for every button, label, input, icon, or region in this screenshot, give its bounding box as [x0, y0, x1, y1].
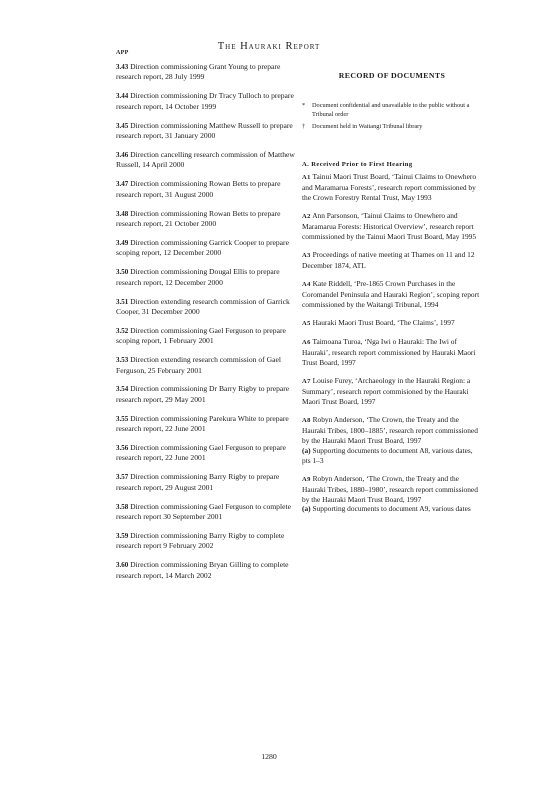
document-text: Robyn Anderson, ‘The Crown, the Treaty and the Hauraki Tribes, 1800–1885’, research report commissioned by the Hauraki Maori Trust Board, 1997 [302, 415, 478, 445]
entry-number: 3.43 [116, 63, 129, 71]
entry-text: Direction commissioning Gael Ferguson to prepare research report, 22 June 2001 [116, 443, 286, 463]
direction-entry [116, 443, 296, 464]
entry-text: Direction commissioning Grant Young to prepare research report, 28 July 1999 [116, 62, 281, 82]
section-label: APP [116, 50, 129, 56]
entry-text: Direction extending research commission of Gael Ferguson, 25 February 2001 [116, 355, 281, 375]
running-head: The Hauraki Report [217, 41, 321, 52]
entry-number: 3.60 [116, 561, 129, 570]
section-heading: A. Received Prior to First Hearing [302, 161, 413, 169]
legend-note [302, 102, 482, 120]
document-text: Ann Parsonson, ‘Tainui Claims to Onewhero and Maramarua Forests: Historical Overview’, research report commissioned by the Tainui Maori Trust Board, May 1995 [302, 211, 477, 242]
document-number: A6 [302, 339, 311, 347]
entry-number: 3.47 [116, 180, 129, 189]
directions-column [116, 62, 296, 590]
direction-entry [116, 560, 296, 581]
documents-list [302, 172, 482, 514]
entry-number: 3.49 [116, 238, 129, 247]
entry-number: 3.50 [116, 268, 129, 277]
entry-number: 3.57 [116, 473, 129, 482]
entry-text: Direction commissioning Garrick Cooper to prepare scoping report, 12 December 2000 [116, 237, 289, 258]
document-entry [302, 376, 482, 407]
document-text: Tainui Maori Trust Board, ‘Tainui Claims to Onewhero and Maramarua Forests’, research report commissioned by the Crown Forestry Rental Trust, May 1993 [302, 172, 477, 203]
entry-number: 3.59 [116, 532, 129, 540]
document-entry [302, 337, 482, 368]
document-number: A4 [302, 281, 311, 289]
entry-text: Direction commissioning Dr Barry Rigby to prepare research report, 29 May 2001 [116, 384, 290, 404]
subentry-text: Supporting documents to document A8, various dates, pts 1–3 [302, 445, 473, 465]
document-number: A2 [302, 213, 311, 221]
entry-number: 3.45 [116, 121, 129, 130]
document-entry [302, 172, 482, 203]
entry-number: 3.44 [116, 92, 129, 101]
entry-text: Direction commissioning Rowan Betts to prepare research report, 21 October 2000 [116, 208, 281, 228]
entry-number: 3.56 [116, 444, 129, 453]
entry-text: Direction commissioning Parekura White to prepare research report, 22 June 2001 [116, 413, 289, 434]
entry-text: Direction commissioning Gael Ferguson to prepare scoping report, 1 February 2001 [116, 325, 286, 346]
note-text: Document confidential and unavailable to the public without a Tribunal order [312, 102, 470, 118]
entry-number: 3.52 [116, 326, 129, 335]
document-entry [302, 415, 482, 466]
direction-entry [116, 531, 296, 552]
notes-list [302, 102, 482, 131]
entry-text: Direction extending research commission of Garrick Cooper, 31 December 2000 [116, 296, 290, 316]
direction-entry [116, 326, 296, 347]
note-text: Document held in Waitangi Tribunal library [312, 122, 423, 130]
page-number: 1280 [261, 752, 277, 761]
legend-note [302, 123, 482, 132]
entry-number: 3.58 [116, 502, 129, 511]
document-entry [302, 318, 482, 329]
entry-text: Direction commissioning Matthew Russell to prepare research report, 31 January 2000 [116, 120, 293, 141]
note-symbol: † [302, 122, 306, 130]
entry-text: Direction commissioning Barry Rigby to complete research report 9 February 2002 [116, 531, 285, 551]
direction-entry [116, 384, 296, 405]
direction-entry [116, 150, 296, 171]
entry-number: 3.54 [116, 385, 129, 394]
direction-entry [116, 91, 296, 112]
direction-entry [116, 62, 296, 83]
direction-entry [116, 502, 296, 523]
document-number: A9 [302, 475, 311, 483]
direction-entry [116, 238, 296, 259]
document-number: A8 [302, 417, 311, 425]
document-text: Kate Riddell, ‘Pre-1865 Crown Purchases in the Coromandel Peninsula and Hauraki Region’, scoping report commissioned by the Waitangi Tribunal, 1994 [302, 279, 480, 310]
document-subentry [302, 504, 482, 514]
entry-text: Direction commissioning Bryan Gilling to complete research report, 14 March 2002 [116, 560, 289, 580]
subentry-label: (a) [302, 504, 311, 514]
document-number: A3 [302, 252, 311, 260]
direction-entry [116, 297, 296, 318]
entry-number: 3.53 [116, 356, 129, 365]
direction-entry [116, 472, 296, 493]
entry-text: Direction commissioning Gael Ferguson to complete research report 30 September 2001 [116, 501, 291, 522]
entry-number: 3.51 [116, 297, 129, 306]
entry-text: Direction commissioning Rowan Betts to prepare research report, 31 August 2000 [116, 179, 281, 199]
record-of-documents-column [302, 62, 482, 523]
subentry-label: (a) [302, 445, 311, 455]
document-number: A1 [302, 174, 311, 182]
entry-number: 3.55 [116, 414, 129, 423]
document-number: A7 [302, 378, 311, 386]
document-text: Taimoana Turoa, ‘Nga Iwi o Hauraki: The Iwi of Hauraki’, research report commissioned by Hauraki Maori Trust Board, 1997 [302, 337, 476, 368]
entry-number: 3.46 [116, 150, 129, 159]
document-subentry [302, 446, 482, 466]
subentry-text: Supporting documents to document A9, various dates [312, 504, 471, 514]
entry-number: 3.48 [116, 209, 129, 218]
document-text: Proceedings of native meeting at Thames on 11 and 12 December 1874, ATL [302, 250, 475, 271]
direction-entry [116, 179, 296, 200]
document-entry [302, 279, 482, 310]
document-entry [302, 250, 482, 271]
direction-entry [116, 121, 296, 142]
entry-text: Direction cancelling research commission of Matthew Russell, 14 April 2000 [116, 149, 295, 170]
entry-text: Direction commissioning Dougal Ellis to prepare research report, 12 December 2000 [116, 267, 280, 287]
direction-entry [116, 209, 296, 230]
direction-entry [116, 414, 296, 435]
note-symbol: * [302, 102, 306, 109]
entry-text: Direction commissioning Barry Rigby to prepare research report, 29 August 2001 [116, 472, 280, 492]
direction-entry [116, 355, 296, 376]
direction-entry [116, 267, 296, 288]
document-entry [302, 211, 482, 242]
document-number: A5 [302, 320, 311, 328]
record-title: RECORD OF DOCUMENTS [338, 71, 446, 80]
document-entry [302, 474, 482, 515]
document-text: Hauraki Maori Trust Board, ‘The Claims’, 1997 [312, 318, 455, 328]
document-text: Robyn Anderson, ‘The Crown, the Treaty and the Hauraki Tribes, 1880–1980’, research report commissioned by the Hauraki Maori Trust Board, 1997 [302, 473, 478, 504]
document-text: Louise Furey, ‘Archaeology in the Hauraki Region: a Summary’, research report commisioned by the Hauraki Maori Trust Board, 1997 [302, 376, 471, 406]
entry-text: Direction commissioning Dr Tracy Tulloch to prepare research report, 14 October 1999 [116, 91, 294, 111]
